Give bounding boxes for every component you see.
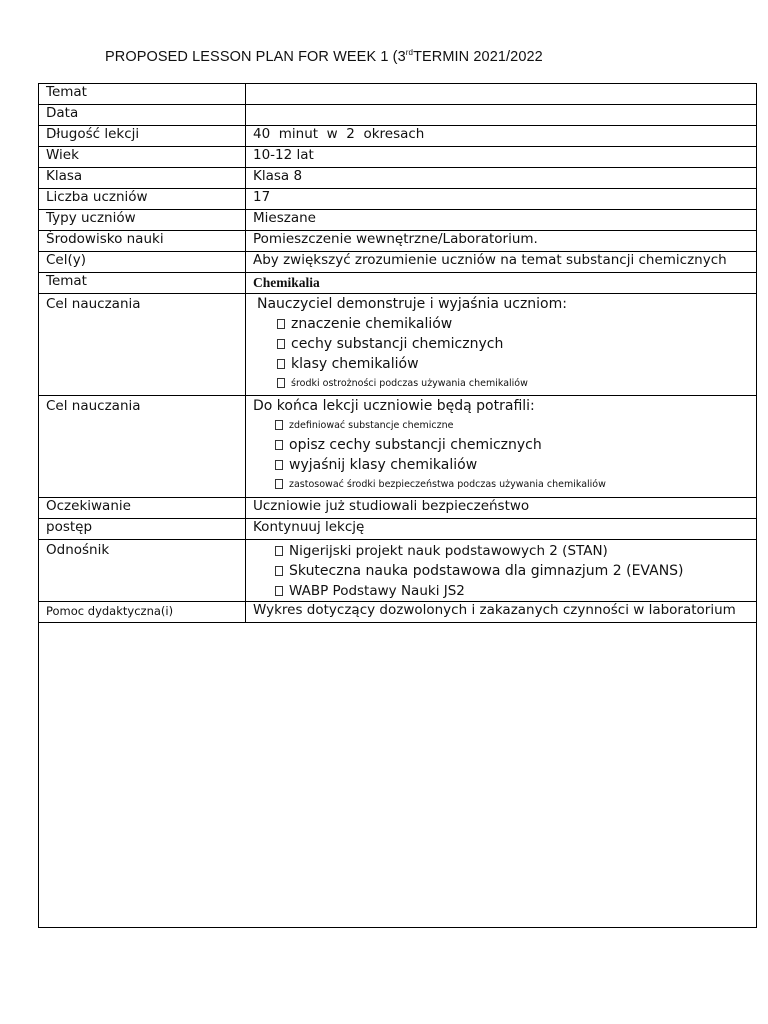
label-klasa: Klasa — [39, 168, 246, 189]
row-cele — [39, 252, 757, 273]
label-data: Data — [39, 105, 246, 126]
title-pre: PROPOSED LESSON PLAN FOR WEEK 1 (3 — [105, 49, 406, 65]
cel2-list — [253, 416, 756, 493]
cel2-item-text: opisz cechy substancji chemicznych — [289, 436, 542, 453]
label-pomoc: Pomoc dydaktyczna(i) — [39, 602, 246, 623]
row-klasa — [39, 168, 757, 189]
row-temat — [39, 84, 757, 105]
odnosnik-list — [253, 541, 756, 601]
list-item — [277, 374, 756, 392]
value-cel-nauczania-1 — [246, 294, 757, 396]
list-item — [277, 354, 756, 374]
cel2-item-text: zdefiniować substancje chemiczne — [289, 419, 454, 431]
list-item — [275, 581, 756, 601]
label-cele: Cel(y) — [39, 252, 246, 273]
label-liczba: Liczba uczniów — [39, 189, 246, 210]
checkbox-bullet-icon — [277, 378, 285, 388]
value-temat — [246, 84, 757, 105]
checkbox-bullet-icon — [275, 440, 283, 450]
empty-area — [39, 623, 757, 928]
row-cel-nauczania-2 — [39, 396, 757, 498]
list-item — [275, 561, 756, 581]
value-pomoc: Wykres dotyczący dozwolonych i zakazanych czynności w laboratorium — [246, 602, 757, 623]
cel1-item-text: znaczenie chemikaliów — [291, 316, 453, 332]
list-item — [277, 334, 756, 354]
label-oczekiwanie: Oczekiwanie — [39, 498, 246, 519]
row-liczba — [39, 189, 757, 210]
label-wiek: Wiek — [39, 147, 246, 168]
value-wiek: 10-12 lat — [246, 147, 757, 168]
row-postep — [39, 519, 757, 540]
value-data — [246, 105, 757, 126]
label-srodowisko: Środowisko nauki — [39, 231, 246, 252]
list-item — [275, 416, 756, 434]
value-liczba: 17 — [246, 189, 757, 210]
value-dlugosc: 40 minut w 2 okresach — [246, 126, 757, 147]
value-typy: Mieszane — [246, 210, 757, 231]
label-temat-2: Temat — [39, 273, 246, 294]
value-cel-nauczania-2 — [246, 396, 757, 498]
label-postep: postęp — [39, 519, 246, 540]
value-oczekiwanie: Uczniowie już studiowali bezpieczeństwo — [246, 498, 757, 519]
label-typy: Typy uczniów — [39, 210, 246, 231]
row-wiek — [39, 147, 757, 168]
cel1-item-text: klasy chemikaliów — [291, 356, 419, 372]
value-odnosnik — [246, 540, 757, 602]
cel1-intro: Nauczyciel demonstruje i wyjaśnia uczniom: — [257, 296, 567, 312]
odnosnik-item-text: Nigerijski projekt nauk podstawowych 2 (STAN) — [289, 543, 608, 559]
row-typy — [39, 210, 757, 231]
checkbox-bullet-icon — [277, 339, 285, 349]
cel2-item-text: wyjaśnij klasy chemikaliów — [289, 457, 478, 473]
cel2-item-text: zastosować środki bezpieczeństwa podczas używania chemikaliów — [289, 478, 606, 490]
odnosnik-item-text: WABP Podstawy Nauki JS2 — [289, 583, 465, 599]
list-item — [275, 475, 756, 493]
cel1-item-text: środki ostrożności podczas używania chemikaliów — [291, 377, 528, 389]
label-cel-nauczania-2: Cel nauczania — [39, 396, 246, 498]
row-data — [39, 105, 757, 126]
title-sup: rd — [405, 48, 414, 57]
label-temat: Temat — [39, 84, 246, 105]
value-srodowisko: Pomieszczenie wewnętrzne/Laboratorium. — [246, 231, 757, 252]
checkbox-bullet-icon — [275, 479, 283, 489]
cel2-intro: Do końca lekcji uczniowie będą potrafili: — [253, 398, 535, 414]
odnosnik-item-text: Skuteczna nauka podstawowa dla gimnazjum 2 (EVANS) — [289, 563, 684, 579]
checkbox-bullet-icon — [275, 546, 283, 556]
list-item — [275, 434, 756, 455]
title-post: TERMIN 2021/2022 — [413, 49, 543, 65]
value-temat-2: Chemikalia — [246, 273, 757, 294]
list-item — [275, 541, 756, 561]
list-item — [275, 455, 756, 475]
row-temat-2 — [39, 273, 757, 294]
checkbox-bullet-icon — [277, 319, 285, 329]
row-cel-nauczania-1 — [39, 294, 757, 396]
checkbox-bullet-icon — [277, 359, 285, 369]
checkbox-bullet-icon — [275, 586, 283, 596]
value-cele: Aby zwiększyć zrozumienie uczniów na temat substancji chemicznych — [246, 252, 757, 273]
list-item — [277, 314, 756, 334]
row-odnosnik — [39, 540, 757, 602]
row-empty-area — [39, 623, 757, 928]
row-dlugosc — [39, 126, 757, 147]
value-postep: Kontynuuj lekcję — [246, 519, 757, 540]
label-odnosnik: Odnośnik — [39, 540, 246, 602]
cel1-list — [253, 314, 756, 392]
document-title — [105, 48, 543, 65]
label-dlugosc: Długość lekcji — [39, 126, 246, 147]
checkbox-bullet-icon — [275, 420, 283, 430]
cel1-item-text: cechy substancji chemicznych — [291, 336, 504, 352]
label-cel-nauczania-1: Cel nauczania — [39, 294, 246, 396]
row-pomoc — [39, 602, 757, 623]
checkbox-bullet-icon — [275, 566, 283, 576]
lesson-plan-table — [38, 83, 757, 928]
value-klasa: Klasa 8 — [246, 168, 757, 189]
row-oczekiwanie — [39, 498, 757, 519]
row-srodowisko — [39, 231, 757, 252]
checkbox-bullet-icon — [275, 460, 283, 470]
